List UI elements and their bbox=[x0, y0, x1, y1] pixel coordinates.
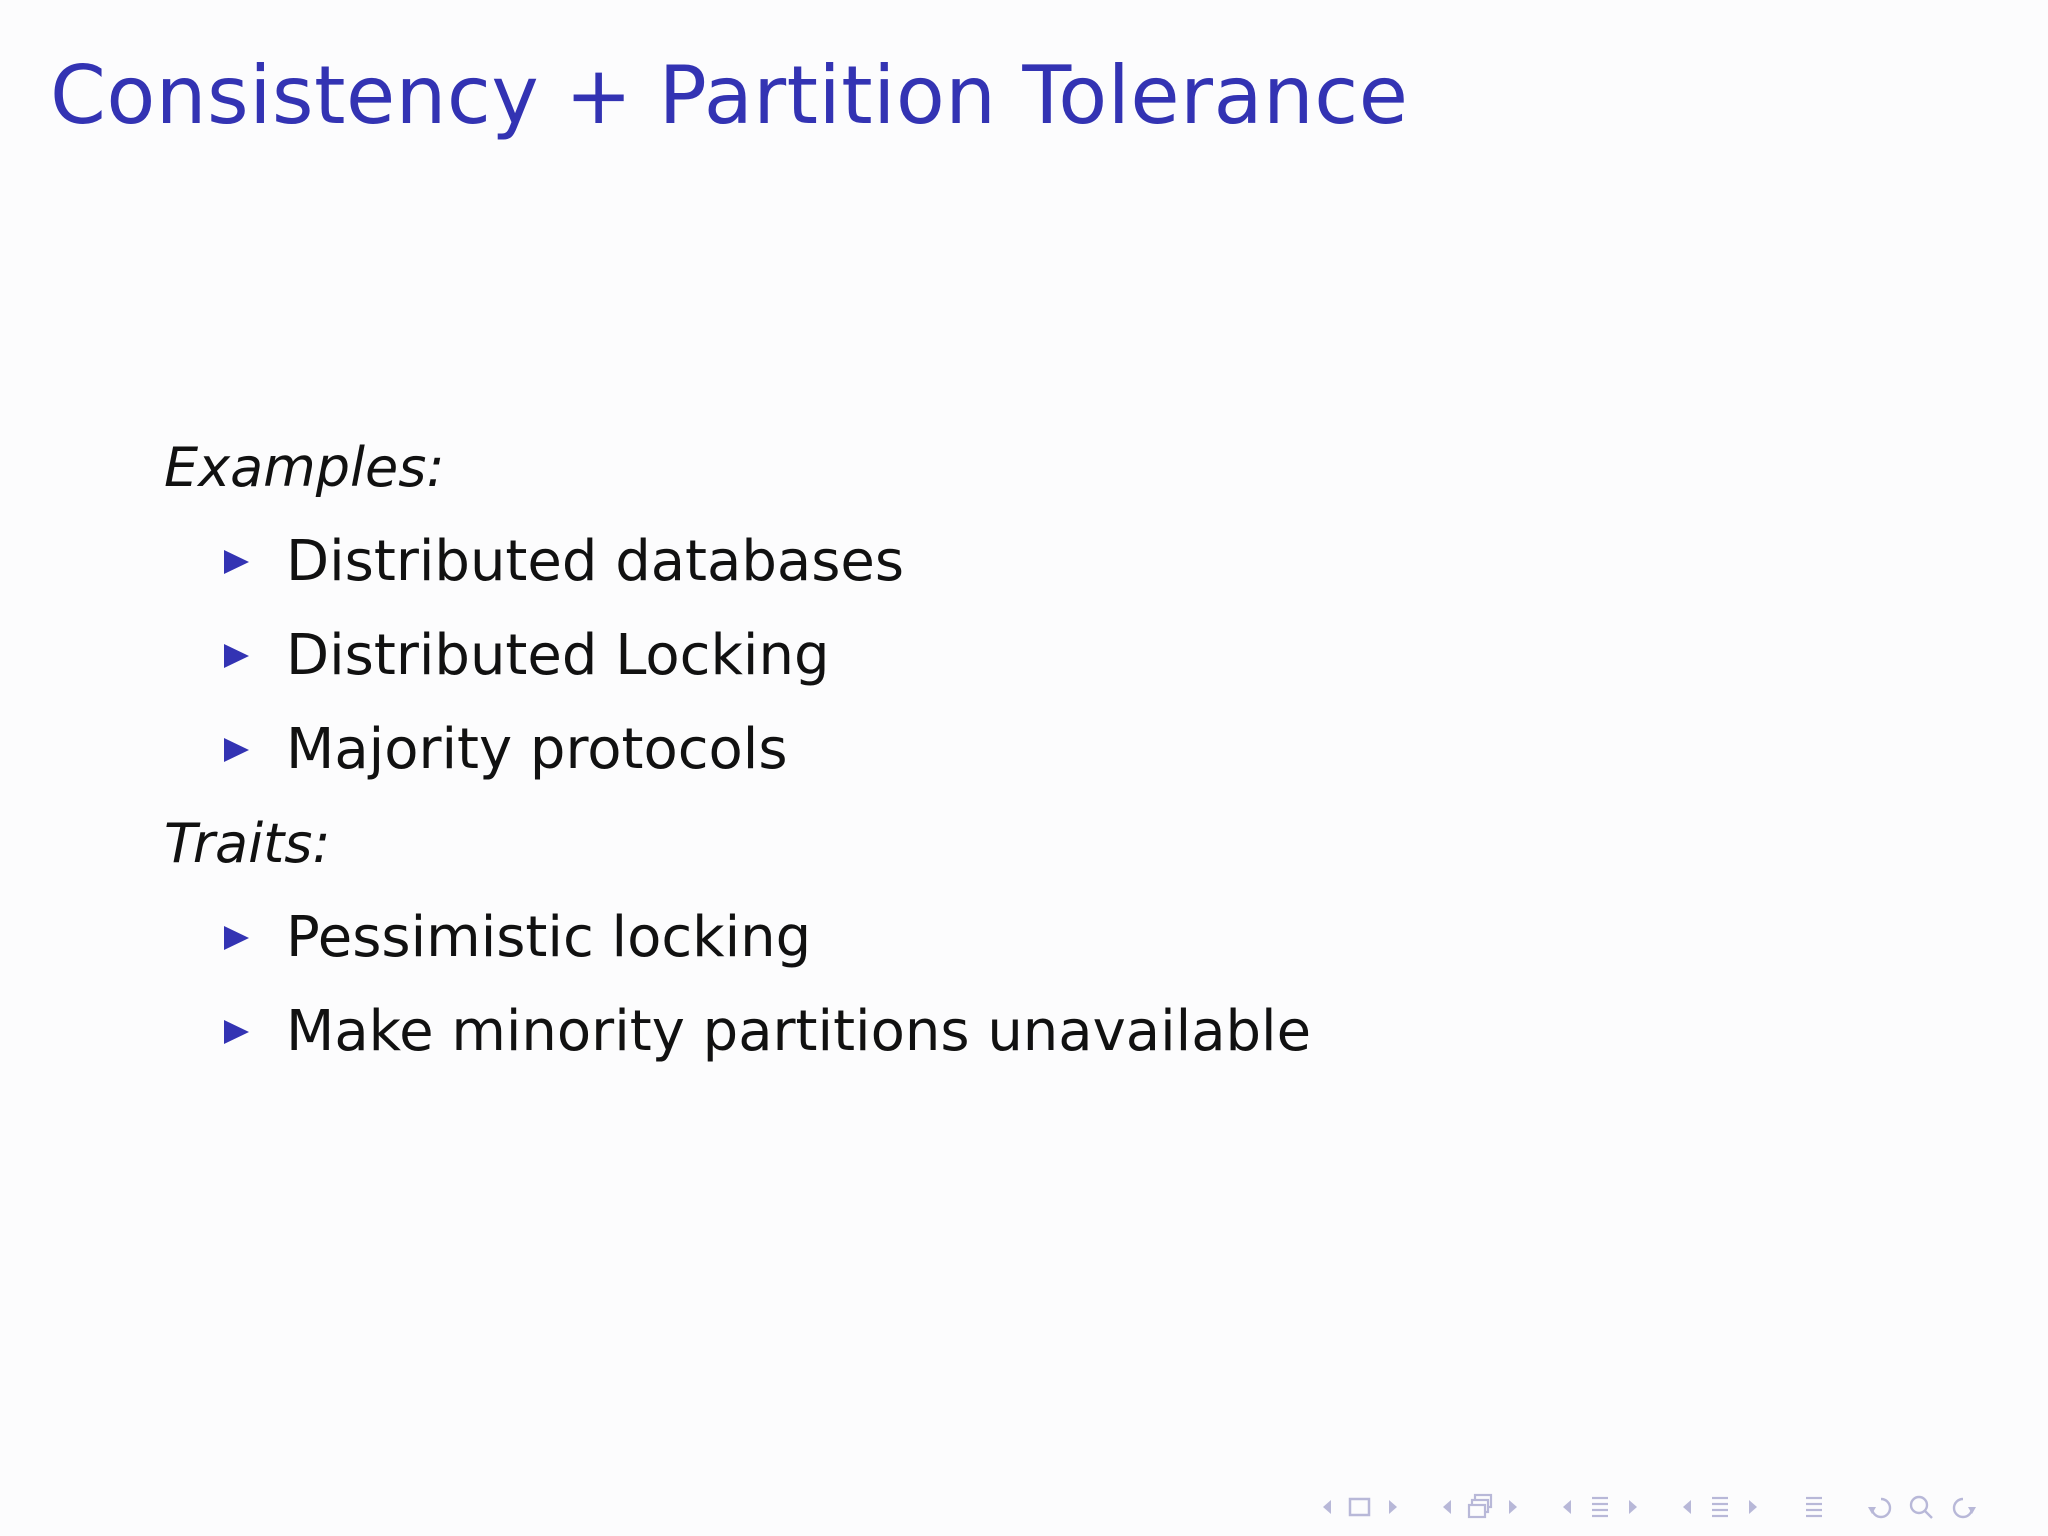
next-arrow-icon[interactable] bbox=[1500, 1492, 1526, 1522]
triangle-bullet-icon bbox=[222, 923, 252, 953]
subsection-icon[interactable] bbox=[1460, 1492, 1500, 1522]
nav-group-appendix bbox=[1794, 1492, 1834, 1522]
prev-arrow-icon[interactable] bbox=[1554, 1492, 1580, 1522]
next-arrow-icon[interactable] bbox=[1380, 1492, 1406, 1522]
search-icon[interactable] bbox=[1902, 1492, 1942, 1522]
list-item-text: Majority protocols bbox=[286, 717, 788, 782]
slide-body bbox=[164, 432, 1964, 1090]
back-icon[interactable] bbox=[1862, 1492, 1902, 1522]
examples-list bbox=[164, 526, 1964, 786]
section-icon[interactable] bbox=[1700, 1492, 1740, 1522]
triangle-bullet-icon bbox=[222, 547, 252, 577]
list-item-text: Pessimistic locking bbox=[286, 905, 812, 970]
list-item bbox=[164, 526, 1964, 598]
nav-group-frame bbox=[1314, 1492, 1406, 1522]
appendix-icon[interactable] bbox=[1794, 1492, 1834, 1522]
triangle-bullet-icon bbox=[222, 1017, 252, 1047]
nav-group-history bbox=[1862, 1492, 1982, 1522]
beamer-navigation-bar bbox=[1314, 1490, 1982, 1524]
nav-group-part bbox=[1674, 1492, 1766, 1522]
slide-title: Consistency + Partition Tolerance bbox=[50, 49, 1409, 142]
list-item bbox=[164, 996, 1964, 1068]
section-label-traits: Traits: bbox=[164, 812, 331, 875]
list-item bbox=[164, 714, 1964, 786]
next-arrow-icon[interactable] bbox=[1620, 1492, 1646, 1522]
list-item-text: Distributed databases bbox=[286, 529, 904, 594]
section-label-examples: Examples: bbox=[164, 436, 445, 499]
triangle-bullet-icon bbox=[222, 641, 252, 671]
prev-arrow-icon[interactable] bbox=[1674, 1492, 1700, 1522]
prev-arrow-icon[interactable] bbox=[1314, 1492, 1340, 1522]
section-icon[interactable] bbox=[1580, 1492, 1620, 1522]
triangle-bullet-icon bbox=[222, 735, 252, 765]
traits-list bbox=[164, 902, 1964, 1068]
list-item-text: Distributed Locking bbox=[286, 623, 830, 688]
next-arrow-icon[interactable] bbox=[1740, 1492, 1766, 1522]
nav-group-section bbox=[1554, 1492, 1646, 1522]
prev-arrow-icon[interactable] bbox=[1434, 1492, 1460, 1522]
frame-icon[interactable] bbox=[1340, 1492, 1380, 1522]
nav-group-subsection bbox=[1434, 1492, 1526, 1522]
list-item bbox=[164, 902, 1964, 974]
list-item bbox=[164, 620, 1964, 692]
list-item-text: Make minority partitions unavailable bbox=[286, 999, 1312, 1064]
forward-icon[interactable] bbox=[1942, 1492, 1982, 1522]
